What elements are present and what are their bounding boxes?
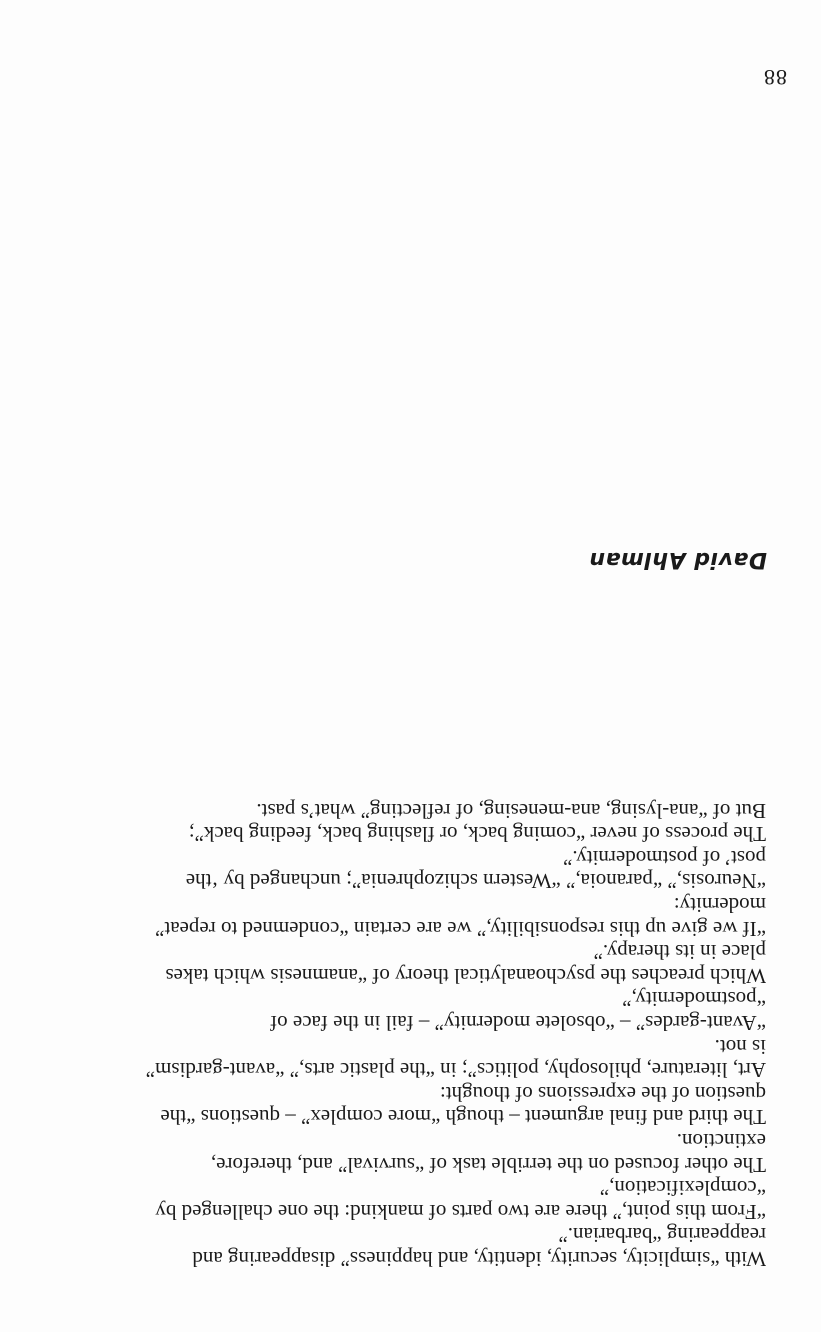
poem-body <box>46 798 766 1270</box>
poem-line: “complexification,” <box>599 1176 766 1201</box>
poem-line: Art, literature, philosophy, politics”; in “the plastic arts,” “avant-gardism” <box>145 1058 766 1083</box>
poem-line: But of “ana-lysing, ana-menesing, of reflecting” what’s past. <box>256 798 766 823</box>
poem-line: “If we give up this responsibility,” we are certain “condemned to repeat” <box>155 916 766 941</box>
poem-line: modernity: <box>673 893 766 918</box>
poem-line: place in its therapy.” <box>593 940 766 965</box>
poem-line: The other focused on the terrible task of “survival” and, therefore, <box>210 1152 766 1177</box>
poem-line: extinction. <box>676 1129 766 1154</box>
poem-line: The process of never “coming back, or flashing back, feeding back”; <box>188 822 766 847</box>
poem-line: question of the expressions of thought: <box>439 1081 766 1106</box>
poem-line: “Neurosis,” “paranoia,” “Western schizophrenia”; unchanged by ‘the <box>185 869 766 894</box>
author-name: David Ahlman <box>588 547 767 572</box>
poem-line: “postmodernity,” <box>622 987 766 1012</box>
poem-line: post’ of postmodernity.” <box>563 845 766 870</box>
poem-line: “From this point,” there are two parts of mankind: the one challenged by <box>155 1199 766 1224</box>
poem-line: is not. <box>714 1034 766 1059</box>
poem-line: With “simplicity, security, identity, and happiness” disappearing and <box>192 1247 766 1271</box>
poem-line: reappearing “barbarian.” <box>558 1223 766 1248</box>
poem-line: Which preaches the psychoanalytical theory of “anamnesis which takes <box>165 963 766 988</box>
poem-line: The third and final argument – though “more complex” – questions “the <box>160 1105 766 1130</box>
poem-line: “Avant-gardes” – “obsolete modernity” – fail in the face of <box>270 1011 766 1036</box>
page-number: 88 <box>763 65 787 90</box>
